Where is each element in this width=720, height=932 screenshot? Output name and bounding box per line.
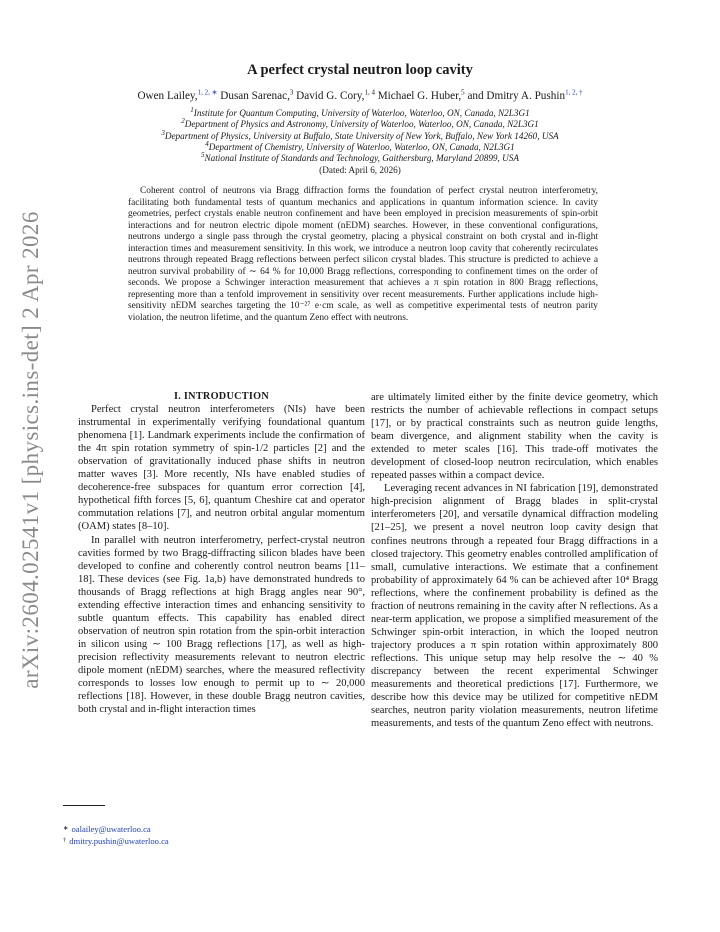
paper-title: A perfect crystal neutron loop cavity <box>247 62 473 78</box>
paragraph: are ultimately limited either by the finite device geometry, which restricts the number of achievable reflections in compact setups [17], or by practical constraints such as neutron guide lengths, beam divergence, and alignment stability when the cavity is extended to meter scales [16]. This trade-off motivates the development of closed-loop neutron recirculation, which enables repeated passes within a compact device. <box>371 392 658 482</box>
section-heading: I. INTRODUCTION <box>173 391 270 402</box>
left-column <box>78 390 365 716</box>
email-link[interactable]: dmitry.pushin@uwaterloo.ca <box>69 836 169 846</box>
affiliation: $^5$National Institute of Standards and Technology, Gaithersburg, Maryland 20899, USA <box>201 151 519 164</box>
author: and Dmitry A. Pushin$^{1, 2, \dagger}$ <box>467 88 583 102</box>
footnote-divider <box>63 805 105 806</box>
author: David G. Cory,$^{1, 4}$ <box>296 88 375 102</box>
affiliation: $^4$Department of Chemistry, University of Waterloo, Waterloo, ON, Canada, N2L3G1 <box>205 139 515 152</box>
author: Dusan Sarenac,$^3$ <box>220 88 294 102</box>
affiliation: $^1$Institute for Quantum Computing, University of Waterloo, Waterloo, ON, Canada, N2L3G1 <box>190 105 530 118</box>
paragraph: Perfect crystal neutron interferometers (NIs) have been instrumental in experimentally verifying foundational quantum phenomena [1]. Landmark experiments include the confirmation of the 4π spin rotation symmetry of spin-1/2 particles [2] and the observation of gravitationally induced phase shifts in neutron matter waves [3]. More recently, NIs have enabled studies of decoherence-free subspaces for quantum error correction [4], hypothetical fifth forces [5, 6], quantum Cheshire cat and operator commutation relations [7], and neutron orbital angular momentum (OAM) states [8–10]. <box>78 404 365 533</box>
affiliation-list <box>0 105 720 164</box>
footnote <box>63 835 169 847</box>
affiliation: $^3$Department of Physics, University at Buffalo, State University of New York, Buffalo, New York 14260, USA <box>161 128 559 141</box>
dated-line: (Dated: April 6, 2026) <box>319 165 401 175</box>
footnote-mark: † <box>63 837 67 844</box>
author-list <box>0 90 720 102</box>
arxiv-sidebar <box>4 180 58 720</box>
footnotes <box>63 823 169 847</box>
author: Michael G. Huber,$^5$ <box>377 88 465 102</box>
paragraph: Leveraging recent advances in NI fabrication [19], demonstrated high-precision alignment of Bragg blades in split-crystal interferometers [20], and versatile dynamical diffraction modeling [21–25], we present a novel neutron loop cavity design that confines neutrons through a repeated four Bragg diffractions in a closed trajectory. This geometry enables controlled amplification of small, cumulative interactions. We estimate that a confinement probability of approximately 64 % can be achieved after 10⁴ Bragg reflections, where the confinement probability is defined as the fraction of neutrons remaining in the cavity after N reflections. As a near-term application, we propose a simplified measurement of the Schwinger spin-orbit interaction, in which the looped neutron trajectory produces a π spin rotation within approximately 800 reflections. This unique setup may help resolve the ∼ 40 % discrepancy between the recent experimental Schwinger measurements and theoretical predictions [17]. Furthermore, we describe how this device may be utilized for competitive nEDM searches, neutron parity violation measurements, neutron lifetime measurements, and tests of the quantum Zeno effect with neutrons. <box>371 483 658 730</box>
right-column <box>371 391 658 730</box>
paragraph: In parallel with neutron interferometry, perfect-crystal neutron cavities formed by two Bragg-diffracting silicon blades have been developed to confine and coherently control neutron beams [11–18]. These devices (see Fig. 1a,b) have demonstrated hundreds to thousands of Bragg reflections at high Bragg angles near 90°, extending effective interaction times and enhancing sensitivity to subtle quantum effects. This capability has enabled direct observation of neutron spin rotation from the spin-orbit interaction in silicon using ∼ 100 Bragg reflections [17], as well as high-precision reflectivity measurements relevant to neutron electric dipole moment (nEDM) searches, where the measured reflectivity corresponds to losses low enough to permit up to ∼ 20,000 reflections [18]. However, in these double Bragg neutron cavities, both crystal and in-flight interaction times <box>78 534 365 716</box>
footnote-mark: ∗ <box>63 825 69 832</box>
arxiv-identifier: arXiv:2604.02541v1 [physics.ins-det] 2 Apr 2026 <box>18 211 43 689</box>
author: Owen Lailey,$^{1, 2, ∗}$ <box>137 88 218 102</box>
email-link[interactable]: oalailey@uwaterloo.ca <box>71 824 151 834</box>
footnote <box>63 823 169 835</box>
affiliation: $^2$Department of Physics and Astronomy, University of Waterloo, Waterloo, ON, Canada, N2L3G1 <box>181 117 539 130</box>
abstract: Coherent control of neutrons via Bragg diffraction forms the foundation of perfect crystal neutron interferometry, facilitating both fundamental tests of quantum mechanics and applications in quantum information science. In cavity geometries, perfect crystals enable neutron confinement and have been employed in precision measurements of spin-orbit interactions and for neutron electric dipole moment (nEDM) searches. However, in these conventional configurations, neutrons undergo a single pass through the crystal geometry, placing a physical constraint on both crystal and in-flight interaction times and measurement sensitivity. In this work, we introduce a neutron loop cavity that coherently recirculates neutrons through repeated Bragg reflections between perfect silicon crystal blades. This structure is predicted to achieve a neutron survival probability of ∼ 64 % for 10,000 Bragg reflections, corresponding to confinement times on the order of seconds. We propose a Schwinger interaction measurement that achieves a π spin rotation in 800 Bragg reflections, representing more than a tenfold improvement in sensitivity over recent measurements. Further applications include high-sensitivity nEDM searches targeting the 10⁻²⁷ e·cm scale, as well as competitive experimental tests of neutron parity violation, the neutron lifetime, and the quantum Zeno effect with neutrons. <box>128 186 598 324</box>
